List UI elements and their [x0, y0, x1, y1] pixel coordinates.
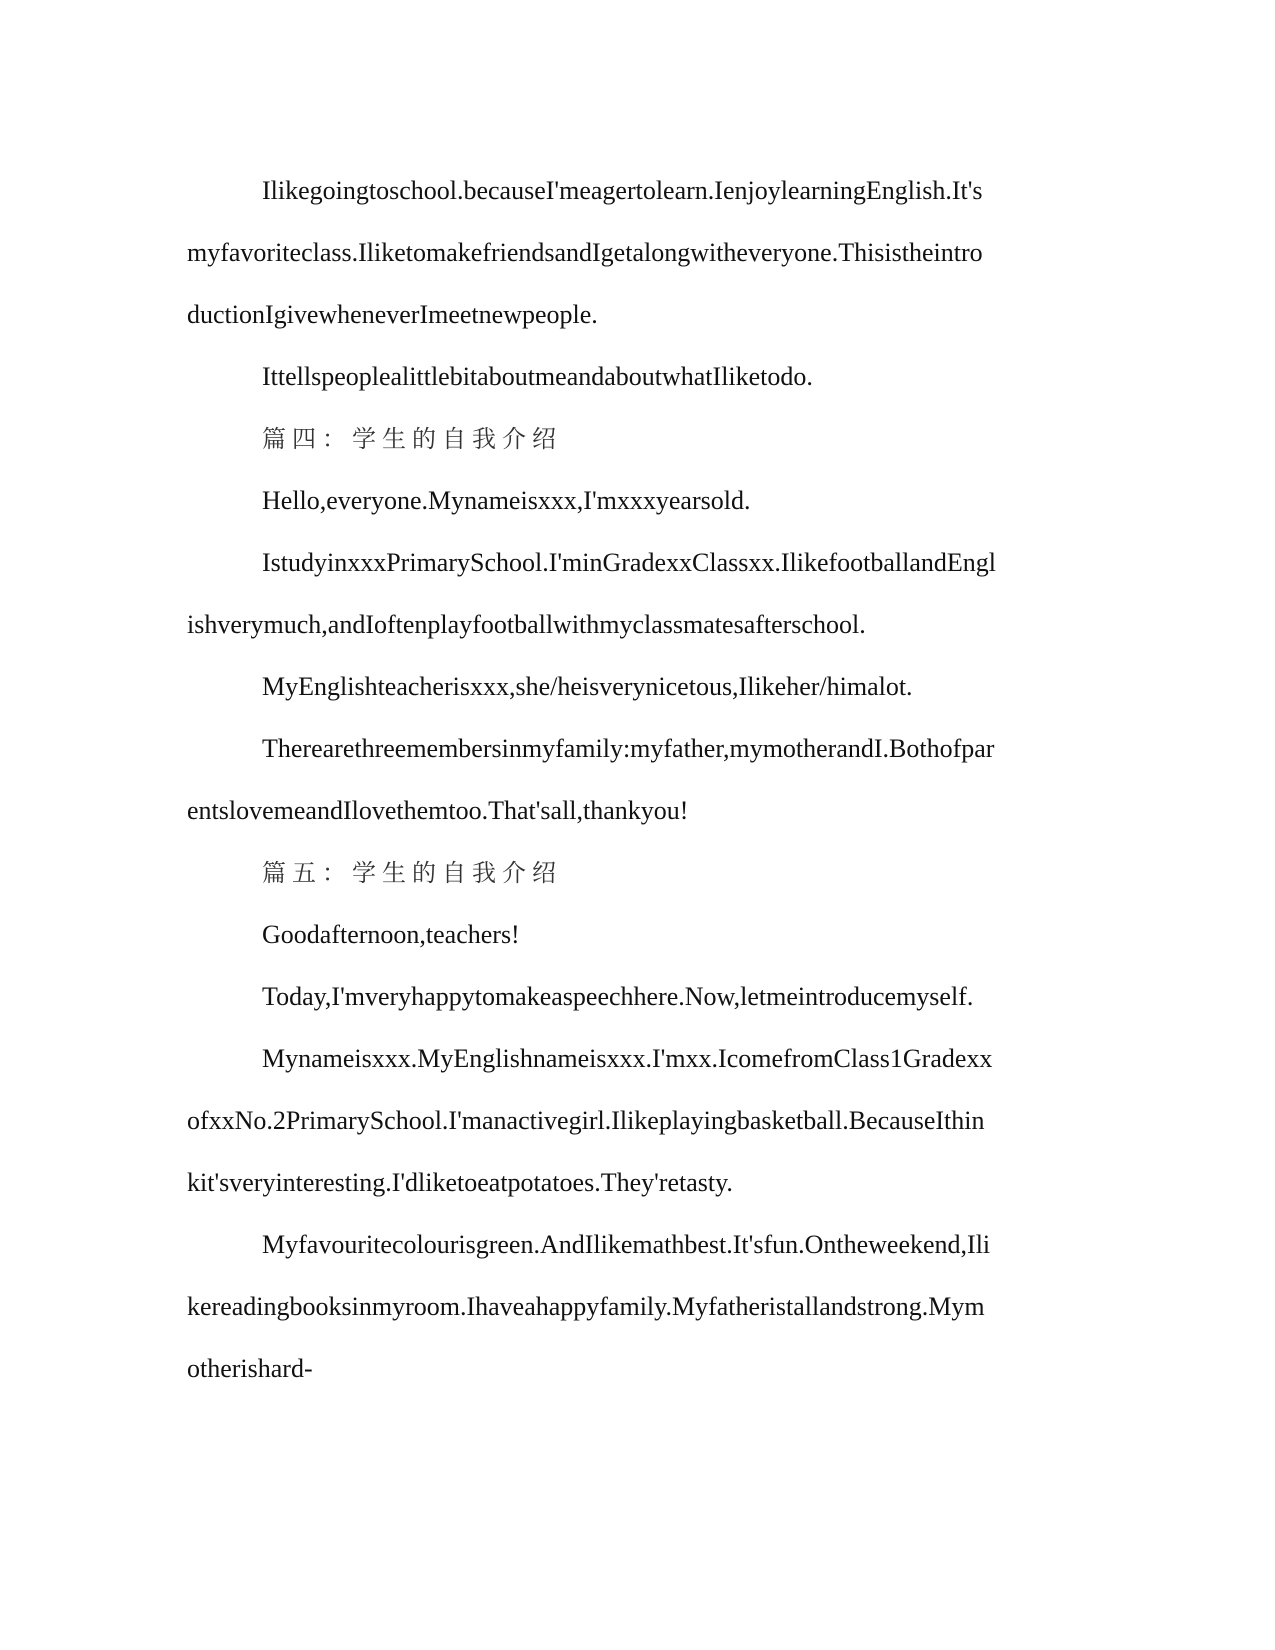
- paragraph-line: Hello,everyone.Mynameisxxx,I'mxxxyearsold.: [262, 486, 751, 515]
- paragraph-line: Ilikegoingtoschool.becauseI'meagertolearn.IenjoylearningEnglish.It's: [262, 176, 983, 205]
- paragraph-line: myfavoriteclass.IliketomakefriendsandIgetalongwitheveryone.Thisistheintro: [187, 238, 983, 267]
- paragraph-line: ishverymuch,andIoftenplayfootballwithmyclassmatesafterschool.: [187, 610, 866, 639]
- document-body: [187, 160, 1087, 1400]
- paragraph-line: Today,I'mveryhappytomakeaspeechhere.Now,letmeintroducemyself.: [262, 982, 974, 1011]
- paragraph-line: IstudyinxxxPrimarySchool.I'minGradexxClassxx.IlikefootballandEngl: [262, 548, 997, 577]
- paragraph-line: IttellspeoplealittlebitaboutmeandaboutwhatIliketodo.: [262, 362, 813, 391]
- paragraph-line: Mynameisxxx.MyEnglishnameisxxx.I'mxx.IcomefromClass1Gradexx: [262, 1044, 993, 1073]
- paragraph-line: kit'sveryinteresting.I'dliketoeatpotatoes.They'retasty.: [187, 1168, 733, 1197]
- section-heading-4: 篇四：学生的自我介绍: [262, 425, 562, 453]
- paragraph-line: MyEnglishteacherisxxx,she/heisverynicetous,Ilikeher/himalot.: [262, 672, 913, 701]
- paragraph-line: Therearethreemembersinmyfamily:myfather,mymotherandI.Bothofpar: [262, 734, 995, 763]
- section-heading-5: 篇五：学生的自我介绍: [262, 859, 562, 887]
- paragraph-line: otherishard-: [187, 1354, 313, 1383]
- paragraph-line: ofxxNo.2PrimarySchool.I'manactivegirl.Ilikeplayingbasketball.BecauseIthin: [187, 1106, 985, 1135]
- paragraph-line: entslovemeandIlovethemtoo.That'sall,thankyou!: [187, 796, 689, 825]
- paragraph-line: ductionIgivewheneverImeetnewpeople.: [187, 300, 598, 329]
- paragraph-line: kereadingbooksinmyroom.Ihaveahappyfamily.Myfatheristallandstrong.Mym: [187, 1292, 985, 1321]
- paragraph-line: Goodafternoon,teachers!: [262, 920, 520, 949]
- paragraph-line: Myfavouritecolourisgreen.AndIlikemathbest.It'sfun.Ontheweekend,Ili: [262, 1230, 991, 1259]
